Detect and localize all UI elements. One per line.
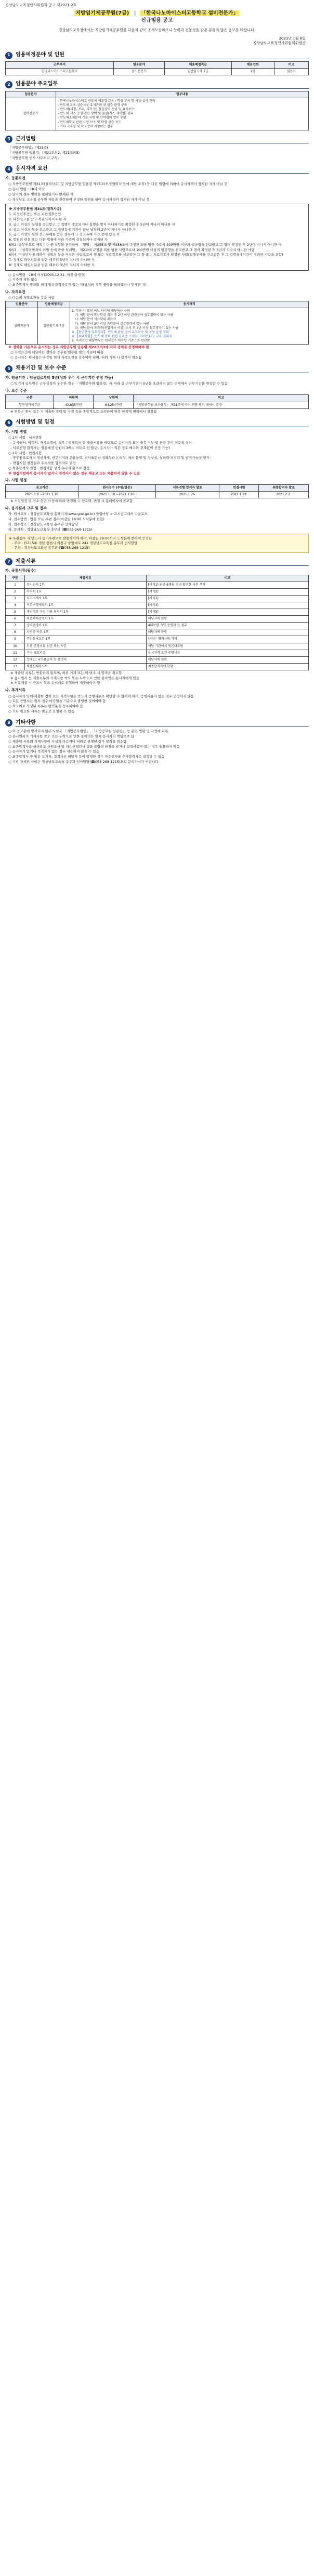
common-req-line: ○ 지방공무원법 제31조(결격사유) 및 지방공무원 임용령 제65조(부정행위자 등에 대한 조치) 등 다른 법령에 의하여 응시자격이 정지된 자가 아닐 것 <box>8 182 228 187</box>
method-line: - 공무원으로서의 정신자세, 전문지식과 응용능력, 의사표현의 정확성과 논리성, 예의·품행 및 성실성, 창의력·의지력 및 발전가능성 평가 <box>10 456 210 460</box>
apply-title: 다. 응시원서 교부 및 접수 <box>5 506 47 510</box>
section-1-header <box>5 51 309 60</box>
qual-line: 다. 해당 분야 3년 이상 관련분야 실무경력이 있는 사람 <box>75 322 149 326</box>
td-no: 12 <box>6 656 25 663</box>
period-title: 가. 임용기간 : 임용일로부터 5년(성과 우수 시 근무기간 연장 가능) <box>5 375 113 380</box>
th-grade: 임용예정직급 <box>38 301 70 308</box>
duty-line: - 반도체(세정, 포토, 식각 등) 실습장비 운영 및 유지보수 <box>58 108 135 112</box>
section-8-header <box>5 719 309 728</box>
td-apply: 2021.1.18.~2021.1.20. <box>78 492 155 498</box>
td-note: [서식1] 최근 6개월 이내 촬영한 사진 부착 <box>146 582 308 588</box>
disq-line: 8. 징계로 해임처분을 받은 때부터 3년이 지나지 아니한 자 <box>9 262 95 267</box>
extra-req-line: ○ 거주지 제한 없음 <box>8 278 37 282</box>
td-note: [서식5] <box>146 609 308 616</box>
td-interview: 2021.1.28. <box>219 492 259 498</box>
qual-line: 라. 해당 분야 자격증(산업기사 이상) 소지 후 3년 이상 실무경력이 있는 사람 <box>75 326 179 330</box>
duty-line: - 반도체 교육 실습시설 유지관리 및 실습 환경 구축 <box>58 103 127 108</box>
special-req-sub: ○ 다음의 자격요건을 갖춘 사람 <box>8 296 55 300</box>
common-req-line: ○ 경상남도 교육청 공무원 채용과 관련하여 부정한 행위를 하여 응시자격이 정지된 자가 아닐 것 <box>8 197 150 202</box>
disq-line: 6. 법원의 판결 또는 다른 법률에 따라 자격이 상실되거나 정지된 자 <box>9 237 108 242</box>
apply-line: 나. 접수방법 : 방문 또는 우편 접수(마감일 18:00 도착분에 한함) <box>8 517 104 522</box>
warn-note: ○ 응시자는 원서접수 마감일 현재 자격요건을 갖추어야 하며, 허위 기재 시 합격이 취소됨 <box>10 355 142 360</box>
th-count: 채용인원 <box>231 62 274 69</box>
section-number: 3 <box>5 136 12 143</box>
docs-sub: 가. 공통서류(필수) <box>5 569 36 573</box>
apply-box-line: - 문의 : 경상남도교육청 총무과 (☎055-268-1215) <box>12 545 90 550</box>
section-number: 4 <box>5 166 12 173</box>
misc-line: ○ 최종합격자 중 임용 포기자, 결격사유 해당자 등이 발생한 경우 차순위자를 추가합격자로 결정할 수 있음 <box>8 755 165 759</box>
th-field: 임용분야 <box>113 62 164 69</box>
td-doc: 채용신체검사서 <box>25 663 147 670</box>
notice-subtitle: 신규임용 공고 <box>141 17 173 23</box>
td-max: 64,254천원 <box>94 402 134 408</box>
method-warn: ※ 면접시험에서 응시자가 없거나 적격자가 없는 경우 재공고 또는 채용하지 않을 수 있음 <box>8 471 140 475</box>
duty-line: - 기타 교육청 및 학교장이 지정하는 업무 <box>58 124 113 128</box>
disq-line: 2. 파산선고를 받고 복권되지 아니한 자 <box>9 217 67 222</box>
th-period: 공고기간 <box>6 484 79 491</box>
extra-docs-line: ○ 외국어로 작성된 서류는 번역문을 첨부하여야 함 <box>8 704 83 709</box>
pay-note: ※ 연봉은 원서 접수 시 제출한 경력 및 자격 등을 종합적으로 고려하여 연봉 한계액 범위에서 결정됨 <box>10 409 157 414</box>
td-doc: 장애인, 국가유공자 등 증명서 <box>25 656 147 663</box>
th-final: 최종합격자 발표 <box>259 484 309 491</box>
schedule-note: ※ 시험일정 및 장소 등은 사정에 따라 변경될 수 있으며, 변경 시 홈페이지에 공고함 <box>10 499 133 504</box>
misc-line: ○ 응시자가 없거나 적격자가 없는 경우 채용하지 않을 수 있음 <box>8 749 99 754</box>
td-note: 해당자에 한함 <box>146 656 308 663</box>
apply-line: 다. 접수장소 : 경상남도교육청 총무과 인사담당 <box>8 522 78 526</box>
td-no: 3 <box>6 595 25 602</box>
th-note: 비고 <box>274 62 308 69</box>
method-line: ○ 1차 시험 : 서류전형 <box>8 435 42 440</box>
qual-line: ※ 【관련분야 실무경력】 반도체 관련 장비 유지보수 및 공정 운영 경력 <box>72 330 169 334</box>
misc-line: ○ 최종합격자라 하더라도 신원조사 및 채용신체검사 결과 불합격 판정을 받거나 결격사유가 있는 경우 임용하지 않음 <box>8 744 180 749</box>
method-title: 가. 시험 방법 <box>5 429 27 434</box>
extra-docs-line: ○ 응시자가 입력·제출한 경력 또는 자격사항은 반드시 증명서류로 확인할 수 있어야 하며, 증명서류가 없는 경우 인정하지 않음 <box>8 694 194 698</box>
extra-docs-line: ○ 기타 필요한 서류는 별도로 요청할 수 있음 <box>8 709 74 714</box>
section-title: 응시자격 요건 <box>16 165 309 174</box>
apply-line: 가. 원서교부 : 경상남도교육청 홈페이지(www.gne.go.kr) 알림마당 > 고시공고에서 다운로드 <box>8 512 148 517</box>
td-no: 13 <box>6 663 25 670</box>
td-doc: 자기소개서 1부 <box>25 595 147 602</box>
extra-req-line: ○ 최종합격자 발표일 현재 임용결격사유가 없는 자(남자의 경우 병역을 필하였거나 면제된 자) <box>8 283 147 287</box>
td-doc: 이력서 1부 <box>25 588 147 595</box>
td-no: 8 <box>6 629 25 636</box>
misc-line: ○ 응시원서의 기재사항 착오 또는 누락으로 인한 불이익은 일체 응시자의 책임으로 함 <box>8 734 134 738</box>
misc-line: ○ 기타 자세한 사항은 경상남도교육청 총무과 인사담당(☎055-268-1215)으로 문의하시기 바랍니다. <box>8 759 160 764</box>
td-no: 2 <box>6 588 25 595</box>
td-note: [서식3] <box>146 595 308 602</box>
apply-box-line: - 주소 : (51154) 경남 창원시 의창구 중앙대로 241 경상남도교육청 총무과 인사담당 <box>12 541 138 546</box>
th-dept: 근무부서 <box>6 62 114 69</box>
disq-line: 5. 금고 이상의 형의 선고유예를 받은 경우에 그 선고유예 기간 중에 있는 자 <box>9 232 120 237</box>
td-grade: 일반임기제 7급 <box>38 308 70 345</box>
duty-line: - 반도체소재분야 기술 지원 및 산학협력 업무 수행 <box>58 116 126 120</box>
td-doc: 직무수행계획서 1부 <box>25 602 147 609</box>
th-no: 구분 <box>6 575 25 582</box>
section-title: 채용기간 및 보수 수준 <box>16 365 309 373</box>
law-item: 「지방공무원 임용령」(제21조의2, 제21조의3) <box>8 150 80 155</box>
notice-number: 경상남도교육청인사위원회 공고 제2021-2호 <box>5 3 77 7</box>
docs-note: ※ 응시원서 등 제출서류의 기재사항 착오 또는 누락으로 인한 불이익은 응시자에게 있음 <box>10 676 139 680</box>
td-field: 설비전문가 <box>113 69 164 75</box>
td-qual <box>70 308 309 345</box>
th-field: 임용분야 <box>6 301 38 308</box>
section-5-header <box>5 365 309 373</box>
warn-note: ○ 자격요건에 해당하는 경력은 공무원 임용령 별표 기준에 따름 <box>10 350 104 354</box>
td-field: 설비전문가 <box>6 98 56 130</box>
td-type: 일반임기제 7급 <box>6 402 54 408</box>
td-dept: 한국나노마이스터고등학교 <box>6 69 114 75</box>
notice-title <box>5 10 309 17</box>
td-note: 남자는 병적사항 기재 <box>146 636 308 643</box>
disq-line: 6의2. 공무원으로 재직기간 중 직무와 관련하여 「형법」 제355조 및 제356조에 규정된 죄를 범한 자로서 300만원 이상의 벌금형을 선고받고 그 형이 확정된 후 2년이 지나지 아니한 자 <box>9 242 282 247</box>
common-req-title: 가. 공통요건 <box>5 176 25 180</box>
td-note: 「지방공무원 보수규정」 제31조에 따라 연봉 범위 내에서 결정 <box>134 402 309 408</box>
section-number: 2 <box>5 81 12 88</box>
warn-line: ※ 경력을 기준으로 응시하는 경우 지방공무원 임용령 제22조의3에 따라 경력을 증명하여야 함 <box>8 345 149 350</box>
section-2-header <box>5 81 309 89</box>
disq-line: 4. 금고 이상의 형을 선고받고 그 집행유예 기간이 끝난 날부터 2년이 지나지 아니한 자 <box>9 227 136 232</box>
qual-line: 2. 자격요건 해당여부는 원서접수 마감일 기준으로 판단함 <box>72 338 150 342</box>
duty-line: - 한국나노마이스터고 반도체 제조업 교육 / 학생 교육 및 시설·설비 관리 <box>58 99 155 103</box>
section-6-header <box>5 419 309 427</box>
section-title: 근거법령 <box>16 136 309 144</box>
disq-line: 7. 징계로 파면처분을 받은 때부터 5년이 지나지 아니한 자 <box>9 258 95 262</box>
th-note: 비고 <box>134 395 309 402</box>
duty-line: - 반도체학교 관련 사업 보조 및 학생 실습 지도 <box>58 120 121 124</box>
disq-line: 1. 피성년후견인 또는 피한정후견인 <box>9 212 61 217</box>
date-block <box>5 36 306 46</box>
th-doc: 제출서류 <box>25 575 147 582</box>
issuer: 경상남도교육청인사위원회위원장 <box>253 41 306 46</box>
td-no: 4 <box>6 602 25 609</box>
disq-line: 6의3. 「성폭력범죄의 처벌 등에 관한 특례법」 제2조에 규정된 죄를 범한 사람으로서 100만원 이상의 벌금형을 선고받고 그 형이 확정된 후 3년이 지나지 아니한 사람 <box>9 247 255 252</box>
extra-req-line: ○ 응시연령 : 18세 이상(2003.12.31. 이전 출생자) <box>8 272 86 277</box>
apply-line: 라. 문의처 : 경상남도교육청 총무과 (☎055-268-1215) <box>8 527 93 532</box>
disq-line: 3. 금고 이상의 실형을 선고받고 그 집행이 종료되거나 집행을 받지 아니하기로 확정된 후 5년이 지나지 아니한 자 <box>9 222 175 227</box>
extra-docs-title: 나. 추가서류 <box>5 688 25 693</box>
section-3-header <box>5 136 309 144</box>
title-separator: | <box>134 10 136 17</box>
method-line: - 면접시험 평정결과 우수자를 합격자로 결정 <box>10 461 76 466</box>
td-note: 4대보험 가입 증명서 등 첨부 <box>146 623 308 629</box>
misc-line: ○ 이 공고문에 명시되지 않은 사항은 「지방공무원법」, 「지방공무원 임용령」 등 관련 법령 및 규정에 따름 <box>8 729 168 734</box>
th-min: 하한액 <box>54 395 94 402</box>
td-count: 1명 <box>231 69 274 75</box>
misc-line: ○ 제출된 서류의 기재사항이 사실과 다르거나 허위로 판명된 경우 합격을 취소함 <box>8 739 127 744</box>
td-note: 해당자에 한함 <box>146 629 308 636</box>
section-title: 임용분야 주요업무 <box>16 81 309 89</box>
th-apply: 원서접수 (우편/방문) <box>78 484 155 491</box>
td-no: 9 <box>6 636 25 643</box>
pay-title: 나. 보수 수준 <box>5 389 27 393</box>
section-number: 5 <box>5 365 12 373</box>
th-max: 상한액 <box>94 395 134 402</box>
td-doc: 기타 필요서류 <box>25 650 147 656</box>
td-note: 해당 기관에서 원본대조필 <box>146 643 308 650</box>
method-line: ○ 최종합격자 결정 : 면접시험 성적 우수자 순으로 결정 <box>8 466 90 470</box>
section-title: 기타사항 <box>16 719 309 728</box>
th-interview: 면접시험 <box>219 484 259 491</box>
section-number: 8 <box>5 719 12 726</box>
section-number: 6 <box>5 419 12 427</box>
method-line: ○ 2차 시험 : 면접시험 <box>8 451 42 455</box>
law-item: 「지방공무원 인사 사무처리 규칙」 <box>8 155 61 160</box>
method-line: - 응시원서, 이력서, 자기소개서, 직무수행계획서 등 제출서류를 바탕으로 응시자격 요건 충족 여부 및 관련 분야 전문성 심사 <box>10 441 192 445</box>
section-7-header <box>5 558 309 566</box>
section-title: 제출서류 <box>16 558 309 566</box>
td-doc: 각종 증명서류 원본 또는 사본 <box>25 643 147 650</box>
td-no: 5 <box>6 609 25 616</box>
method-line: - 서류전형 합격자는 임용예정 인원의 3배수 이내로 선정(단, 응시자가 적은 경우 배수와 관계없이 선정 가능) <box>10 445 170 450</box>
th-qual: 응시자격 <box>70 301 309 308</box>
section-4-header <box>5 165 309 174</box>
duty-line: - 반도체 제조 공정 관련 장비 및 물질(가스·케미컬) 관리 <box>58 112 134 116</box>
td-duties <box>56 98 309 130</box>
td-doc: 응시원서 1부 <box>25 582 147 588</box>
title-part1: 지방임기제공무원(7급) <box>75 10 129 17</box>
td-field: 설비전문가 <box>6 308 38 345</box>
td-grade: 일반임기제 7급 <box>164 69 231 75</box>
td-no: 6 <box>6 616 25 623</box>
docs-note: ※ 제출된 서류는 반환하지 않으며, 허위 기재 또는 위·변조 시 합격을 취소함 <box>10 670 122 675</box>
th-grade: 채용예정직급 <box>164 62 231 69</box>
apply-box <box>5 534 309 552</box>
th-type: 구분 <box>6 395 54 402</box>
td-period: 2021.1.8.~2021.1.20. <box>6 492 79 498</box>
td-no: 10 <box>6 643 25 650</box>
section-title: 임용예정분야 및 인원 <box>16 51 309 60</box>
qual-line: ※ 【우대사항】 반도체 장비 관련 자격증 소지자, 마이스터고 교육 경력자 <box>72 334 172 338</box>
td-no: 7 <box>6 623 25 629</box>
docs-note: ※ 서류제출 시 반드시 목록 순서대로 편철하여 제출하여야 함 <box>10 681 100 685</box>
disq-title: ※ 지방공무원법 제31조(결격사유) <box>9 207 62 212</box>
section-title: 시험방법 및 일정 <box>16 419 309 427</box>
td-doc: 최종학력증명서 1부 <box>25 616 147 623</box>
td-no: 11 <box>6 650 25 656</box>
qual-line: 나. 해당 분야 석사학위 취득자 <box>75 318 116 322</box>
period-note: ○ 임기제 공무원은 근무실적이 우수한 경우 「지방공무원 임용령」에 따라 총 근무기간이 5년을 초과하지 않는 범위에서 근무기간을 연장할 수 있음 <box>10 381 228 386</box>
td-note: 응시자격 요건 증명서류 <box>146 650 308 656</box>
td-note: 해당자에 한함 <box>146 616 308 623</box>
common-req-line: ○ 남자의 경우 병역을 필하였거나 면제된 자 <box>8 192 73 196</box>
section-number: 1 <box>5 52 12 59</box>
th-duty: 업무내용 <box>56 91 309 98</box>
intro-text: 경상남도교육청에서는 지방임기제공무원을 다음과 같이 공개모집하오니 능력과 전문성을 갖춘 분들의 많은 응모를 바랍니다. <box>58 28 256 33</box>
disqualification-box <box>5 204 309 270</box>
qual-line: 1. 다음 각 호의 어느 하나에 해당하는 사람 <box>72 309 130 313</box>
td-no: 1 <box>6 582 25 588</box>
td-min: 42,835천원 <box>54 402 94 408</box>
td-final: 2021.2.2. <box>259 492 309 498</box>
td-note: [서식4] <box>146 602 308 609</box>
law-item: 「지방공무원법」(제25조) <box>8 146 48 150</box>
common-req-line: ○ 응시 연령 : 18세 이상 <box>8 187 45 192</box>
special-req-table <box>5 301 309 345</box>
section-number: 7 <box>5 558 12 565</box>
schedule-title: 나. 시험 일정 <box>5 478 27 483</box>
th-field: 임용분야 <box>6 91 56 98</box>
extra-docs-line: ○ 모든 증명서는 원서 접수 마감일을 기준으로 발행한 것이어야 함 <box>8 699 106 704</box>
notice-date: 2021년 1월 8일 <box>279 36 306 41</box>
th-doc-result: 서류전형 합격자 발표 <box>156 484 219 491</box>
title-part2: 「한국나노마이스터고등학교 설비전문가」 <box>140 10 239 17</box>
pay-table <box>5 394 309 408</box>
docs-table <box>5 575 309 670</box>
recruit-table <box>5 61 309 75</box>
td-note: 최종합격자에 한함 <box>146 663 308 670</box>
qual-line: 가. 해당 분야 학사학위 취득 후 2년 이상 관련분야 실무경력이 있는 사람 <box>75 313 173 318</box>
apply-box-line: ※ 우편접수 시 반드시 등기우편으로 발송하여야 하며, 마감일 18:00까지 도착분에 한하여 인정함 <box>9 536 152 541</box>
schedule-table <box>5 484 309 498</box>
special-req-title: 나. 자격요건 <box>5 289 25 294</box>
td-doc: 자격증 사본 1부 <box>25 629 147 636</box>
td-doc: 개인정보 수집·이용 동의서 1부 <box>25 609 147 616</box>
td-doc: 주민등록초본 1부 <box>25 636 147 643</box>
td-doc: 경력증명서 1부 <box>25 623 147 629</box>
duty-table <box>5 91 309 130</box>
disq-line: 6의4. 미성년자에 대하여 성범죄 등을 저지른 사람으로서 형 또는 치료감호를 선고받아 그 형 또는 치료감호가 확정된 사람(집행유예를 선고받은 후 그 집행유예기간이 경과한 사람을 포함) <box>9 253 283 257</box>
td-note: [서식2] <box>146 588 308 595</box>
td-doc-result: 2021.1.26. <box>156 492 219 498</box>
th-note: 비고 <box>146 575 308 582</box>
td-note: 임용시 <box>274 69 308 75</box>
